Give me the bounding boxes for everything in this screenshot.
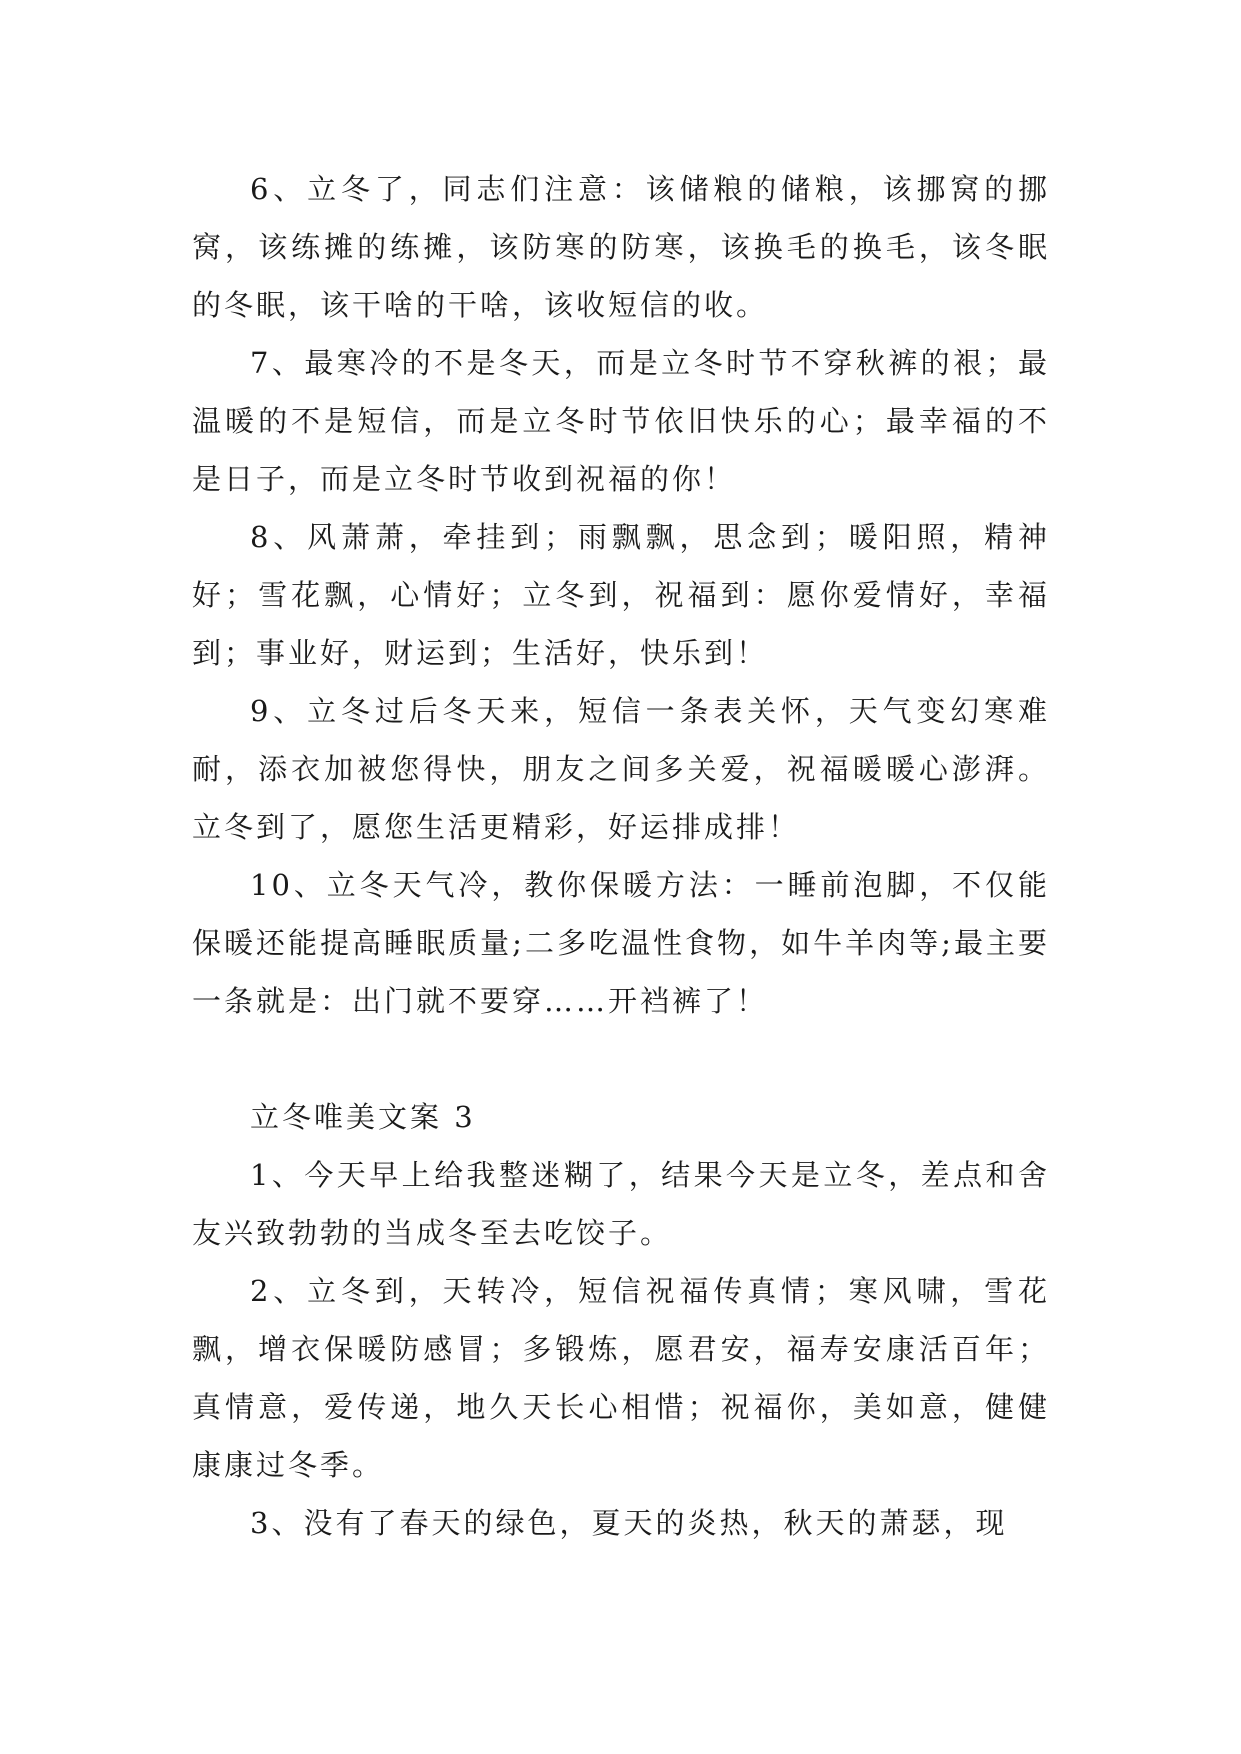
paragraph-9: 9、立冬过后冬天来，短信一条表关怀，天气变幻寒难耐，添衣加被您得快，朋友之间多关爱，祝福暖暖心澎湃。立冬到了，愿您生活更精彩，好运排成排！ <box>192 694 1050 844</box>
paragraph-8: 8、风萧萧，牵挂到；雨飘飘，思念到；暖阳照，精神好；雪花飘，心情好；立冬到，祝福到：愿你爱情好，幸福到；事业好，财运到；生活好，快乐到！ <box>192 520 1050 670</box>
paragraph-3: 3、没有了春天的绿色，夏天的炎热，秋天的萧瑟，现 <box>250 1506 1008 1540</box>
paragraph-7: 7、最寒冷的不是冬天，而是立冬时节不穿秋裤的裉；最温暖的不是短信，而是立冬时节依旧快乐的心；最幸福的不是日子，而是立冬时节收到祝福的你！ <box>192 346 1050 496</box>
paragraph-10: 10、立冬天气冷，教你保暖方法：一睡前泡脚，不仅能保暖还能提高睡眠质量;二多吃温性食物，如牛羊肉等;最主要一条就是：出门就不要穿……开裆裤了！ <box>192 868 1050 1018</box>
paragraph-2: 2、立冬到，天转冷，短信祝福传真情；寒风啸，雪花飘，增衣保暖防感冒；多锻炼，愿君安，福寿安康活百年；真情意，爱传递，地久天长心相惜；祝福你，美如意，健健康康过冬季。 <box>192 1274 1050 1482</box>
section-title: 立冬唯美文案 3 <box>250 1100 476 1134</box>
document-body <box>192 160 1050 1552</box>
paragraph-1: 1、今天早上给我整迷糊了，结果今天是立冬，差点和舍友兴致勃勃的当成冬至去吃饺子。 <box>192 1158 1050 1250</box>
paragraph-6: 6、立冬了，同志们注意：该储粮的储粮，该挪窝的挪窝，该练摊的练摊，该防寒的防寒，该换毛的换毛，该冬眠的冬眠，该干啥的干啥，该收短信的收。 <box>192 172 1050 322</box>
section-spacer <box>192 1030 1050 1088</box>
